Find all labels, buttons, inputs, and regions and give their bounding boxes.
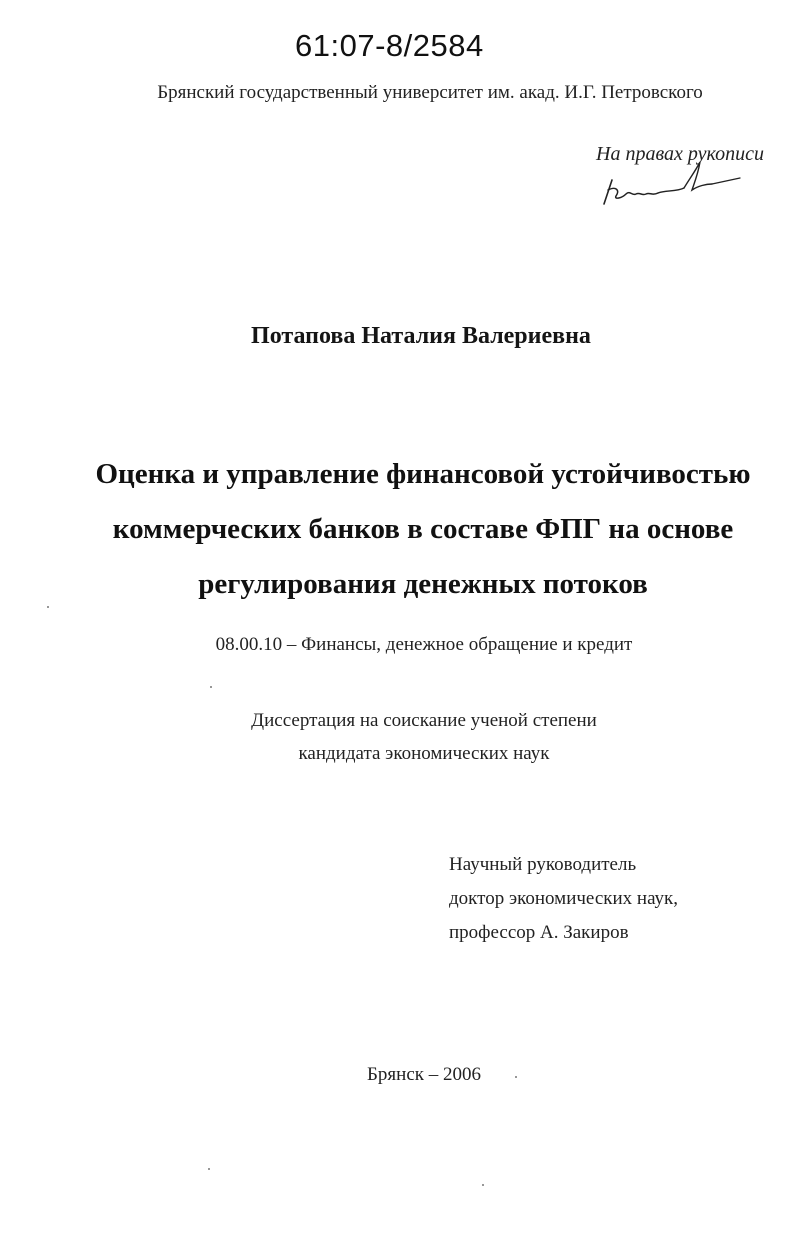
scan-speck [208, 1168, 210, 1170]
supervisor-role: Научный руководитель [449, 854, 637, 875]
title-line: коммерческих банков в составе ФПГ на основе [112, 513, 734, 545]
supervisor-name: профессор А. Закиров [449, 922, 629, 943]
rights-note: На правах рукописи [596, 143, 764, 165]
specialty-code: 08.00.10 – Финансы, денежное обращение и кредит [215, 634, 633, 655]
supervisor-block [449, 848, 678, 950]
city-year: Брянск – 2006 [367, 1064, 481, 1085]
supervisor-degree: доктор экономических наук, [449, 888, 679, 909]
degree-statement [0, 704, 799, 770]
scan-speck [482, 1184, 484, 1186]
university-name: Брянский государственный университет им. акад. И.Г. Петровского [157, 82, 703, 103]
title-line: регулирования денежных потоков [198, 568, 648, 600]
dissertation-title [0, 447, 799, 612]
handwritten-signature [586, 160, 751, 212]
degree-line: Диссертация на соискание ученой степени [251, 710, 597, 731]
author-name: Потапова Наталия Валериевна [251, 323, 591, 349]
catalog-code: 61:07-8/2584 [295, 28, 484, 63]
title-line: Оценка и управление финансовой устойчивостью [95, 458, 751, 490]
scan-speck [515, 1076, 517, 1078]
scan-speck [210, 686, 212, 688]
scan-speck [47, 606, 49, 608]
degree-line: кандидата экономических наук [298, 743, 550, 764]
